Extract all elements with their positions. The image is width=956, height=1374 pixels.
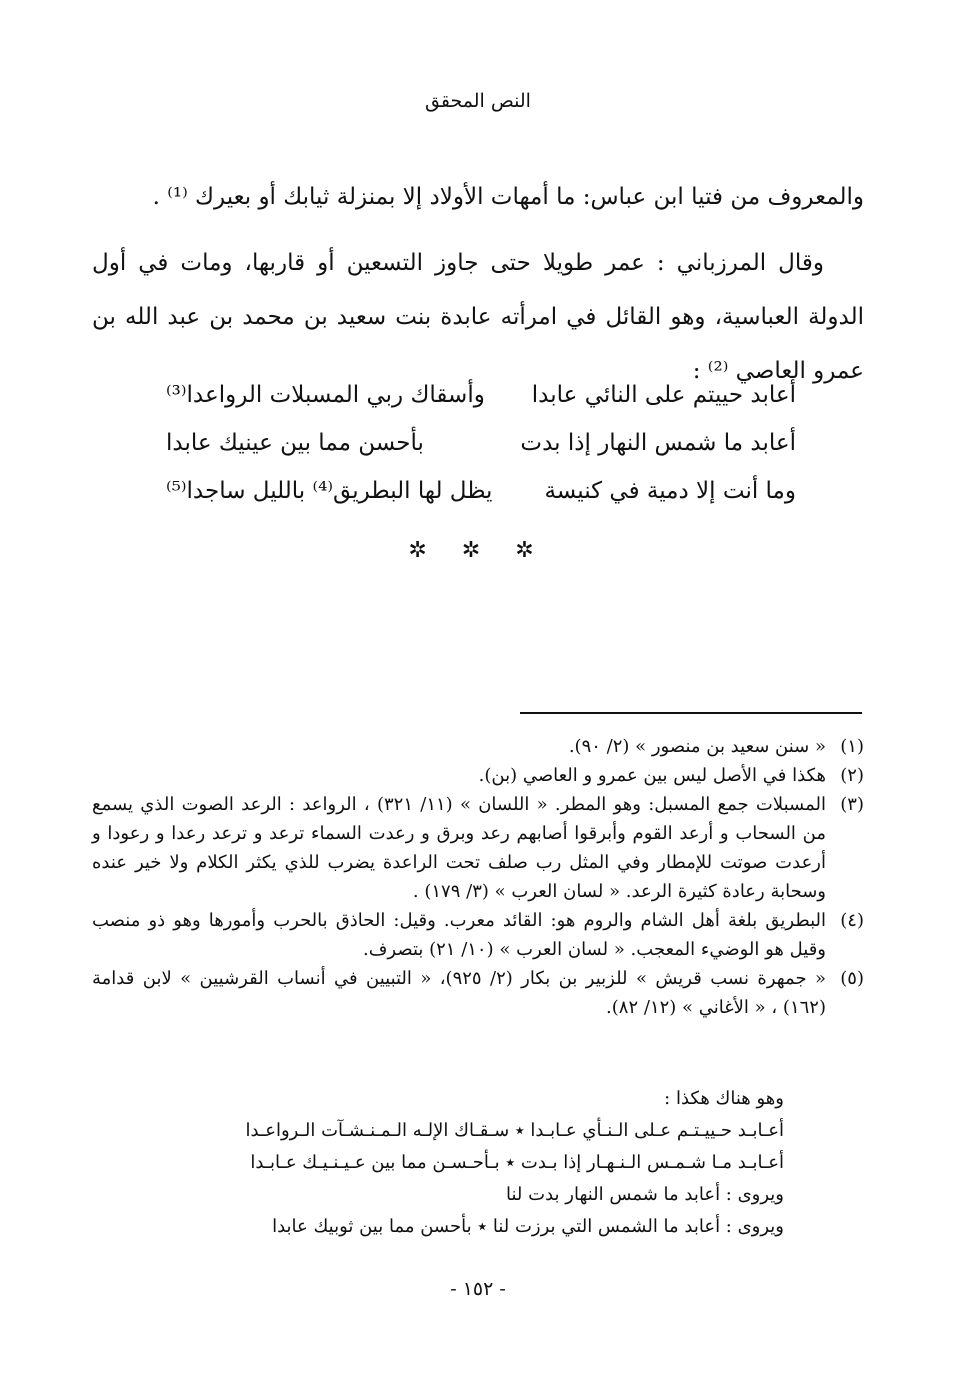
running-header: النص المحقق <box>425 90 531 112</box>
page-number: - ١٥٢ - <box>450 1278 506 1300</box>
poem-verse <box>166 430 796 470</box>
footnote-number: (٥) <box>840 968 864 989</box>
verse-second-hemistich: بأحسن مما بين عينيك عابدا <box>166 430 424 456</box>
paragraph-ibn-abbas: والمعروف من فتيا ابن عباس: ما أمهات الأولاد إلا بمنزلة ثيابك أو بعيرك ⁽¹⁾ . <box>152 184 864 210</box>
variant-verse: أعـابـد حـييـتـم عـلى الـنـأي عـابـدا ٭ سـقـاك الإلـه الـمـنـشـآت الـرواعـدا <box>245 1120 784 1141</box>
footnote <box>92 761 864 790</box>
footnote-rule <box>520 712 862 714</box>
verse-second-hemistich: يظل لها البطريق⁽⁴⁾ بالليل ساجدا⁽⁵⁾ <box>166 478 493 504</box>
footnote <box>92 964 864 1022</box>
variant-verse: أعـابـد مـا شـمـس الـنـهـار إذا بـدت ٭ بـأحـسـن مما بين عـيـنـيـك عـابـدا <box>250 1152 784 1173</box>
footnotes <box>92 732 864 1022</box>
footnote-text: « سنن سعيد بن منصور » (٢/ ٩٠). <box>568 736 826 757</box>
footnote-text: « جمهرة نسب قريش » للزبير بن بكار (٢/ ٩٢٥)، « التبيين في أنساب القرشيين » لابن قدامة (١٦٢) ، « الأغاني » (١٢/ ٨٢). <box>92 968 826 1018</box>
footnote <box>92 790 864 906</box>
footnote-text: البطريق بلغة أهل الشام والروم هو: القائد معرب. وقيل: الحاذق بالحرب وأمورها وهو ذو منصب وقيل هو الوضيء المعجب. « لسان العرب » (١٠/ ٢١) بتصرف. <box>92 910 826 960</box>
variant-reading: ويروى : أعابد ما شمس النهار بدت لنا <box>506 1184 784 1205</box>
footnote <box>92 732 864 761</box>
poem-verse <box>166 478 796 518</box>
footnote-text: المسبلات جمع المسبل: وهو المطر. « اللسان » (١١/ ٣٢١) ، الرواعد : الرعد الصوت الذي يسمع من السحاب و أرعد القوم وأبرقوا أصابهم رعد وبرق و رعدت السماء ترعد و ترعد رعدا و رعودا و أرعدت صوتت للإمطار وفي المثل رب صلف تحت الراعدة يضرب للذي يكثر الكلام ولا خير عنده وسحابة رعادة كثيرة الرعد. « لسان العرب » (٣/ ١٧٩) . <box>92 794 827 902</box>
verse-first-hemistich: أعابد ما شمس النهار إذا بدت <box>520 430 796 456</box>
poem-verse <box>166 382 796 422</box>
section-separator: ✲ ✲ ✲ <box>408 538 548 563</box>
footnote-number: (٢) <box>840 765 864 786</box>
verse-second-hemistich: وأسقاك ربي المسبلات الرواعدا⁽³⁾ <box>166 382 485 408</box>
footnote-number: (٤) <box>840 910 864 931</box>
verse-first-hemistich: أعابد حييتم على النائي عابدا <box>531 382 796 408</box>
variant-intro: وهو هناك هكذا : <box>664 1088 784 1109</box>
footnote-text: هكذا في الأصل ليس بين عمرو و العاصي (بن). <box>478 765 826 786</box>
variant-reading: ويروى : أعابد ما الشمس التي برزت لنا ٭ بأحسن مما بين ثوبيك عابدا <box>272 1216 784 1237</box>
verse-first-hemistich: وما أنت إلا دمية في كنيسة <box>544 478 796 504</box>
footnote-number: (١) <box>840 736 864 757</box>
paragraph-marzubani: وقال المرزباني : عمر طويلا حتى جاوز التسعين أو قاربها، ومات في أول الدولة العباسية، وهو القائل في امرأته عابدة بنت سعيد بن محمد بن عبد الله بن عمرو العاصي ⁽²⁾ : <box>92 250 864 384</box>
footnote <box>92 906 864 964</box>
footnote-number: (٣) <box>840 794 864 815</box>
